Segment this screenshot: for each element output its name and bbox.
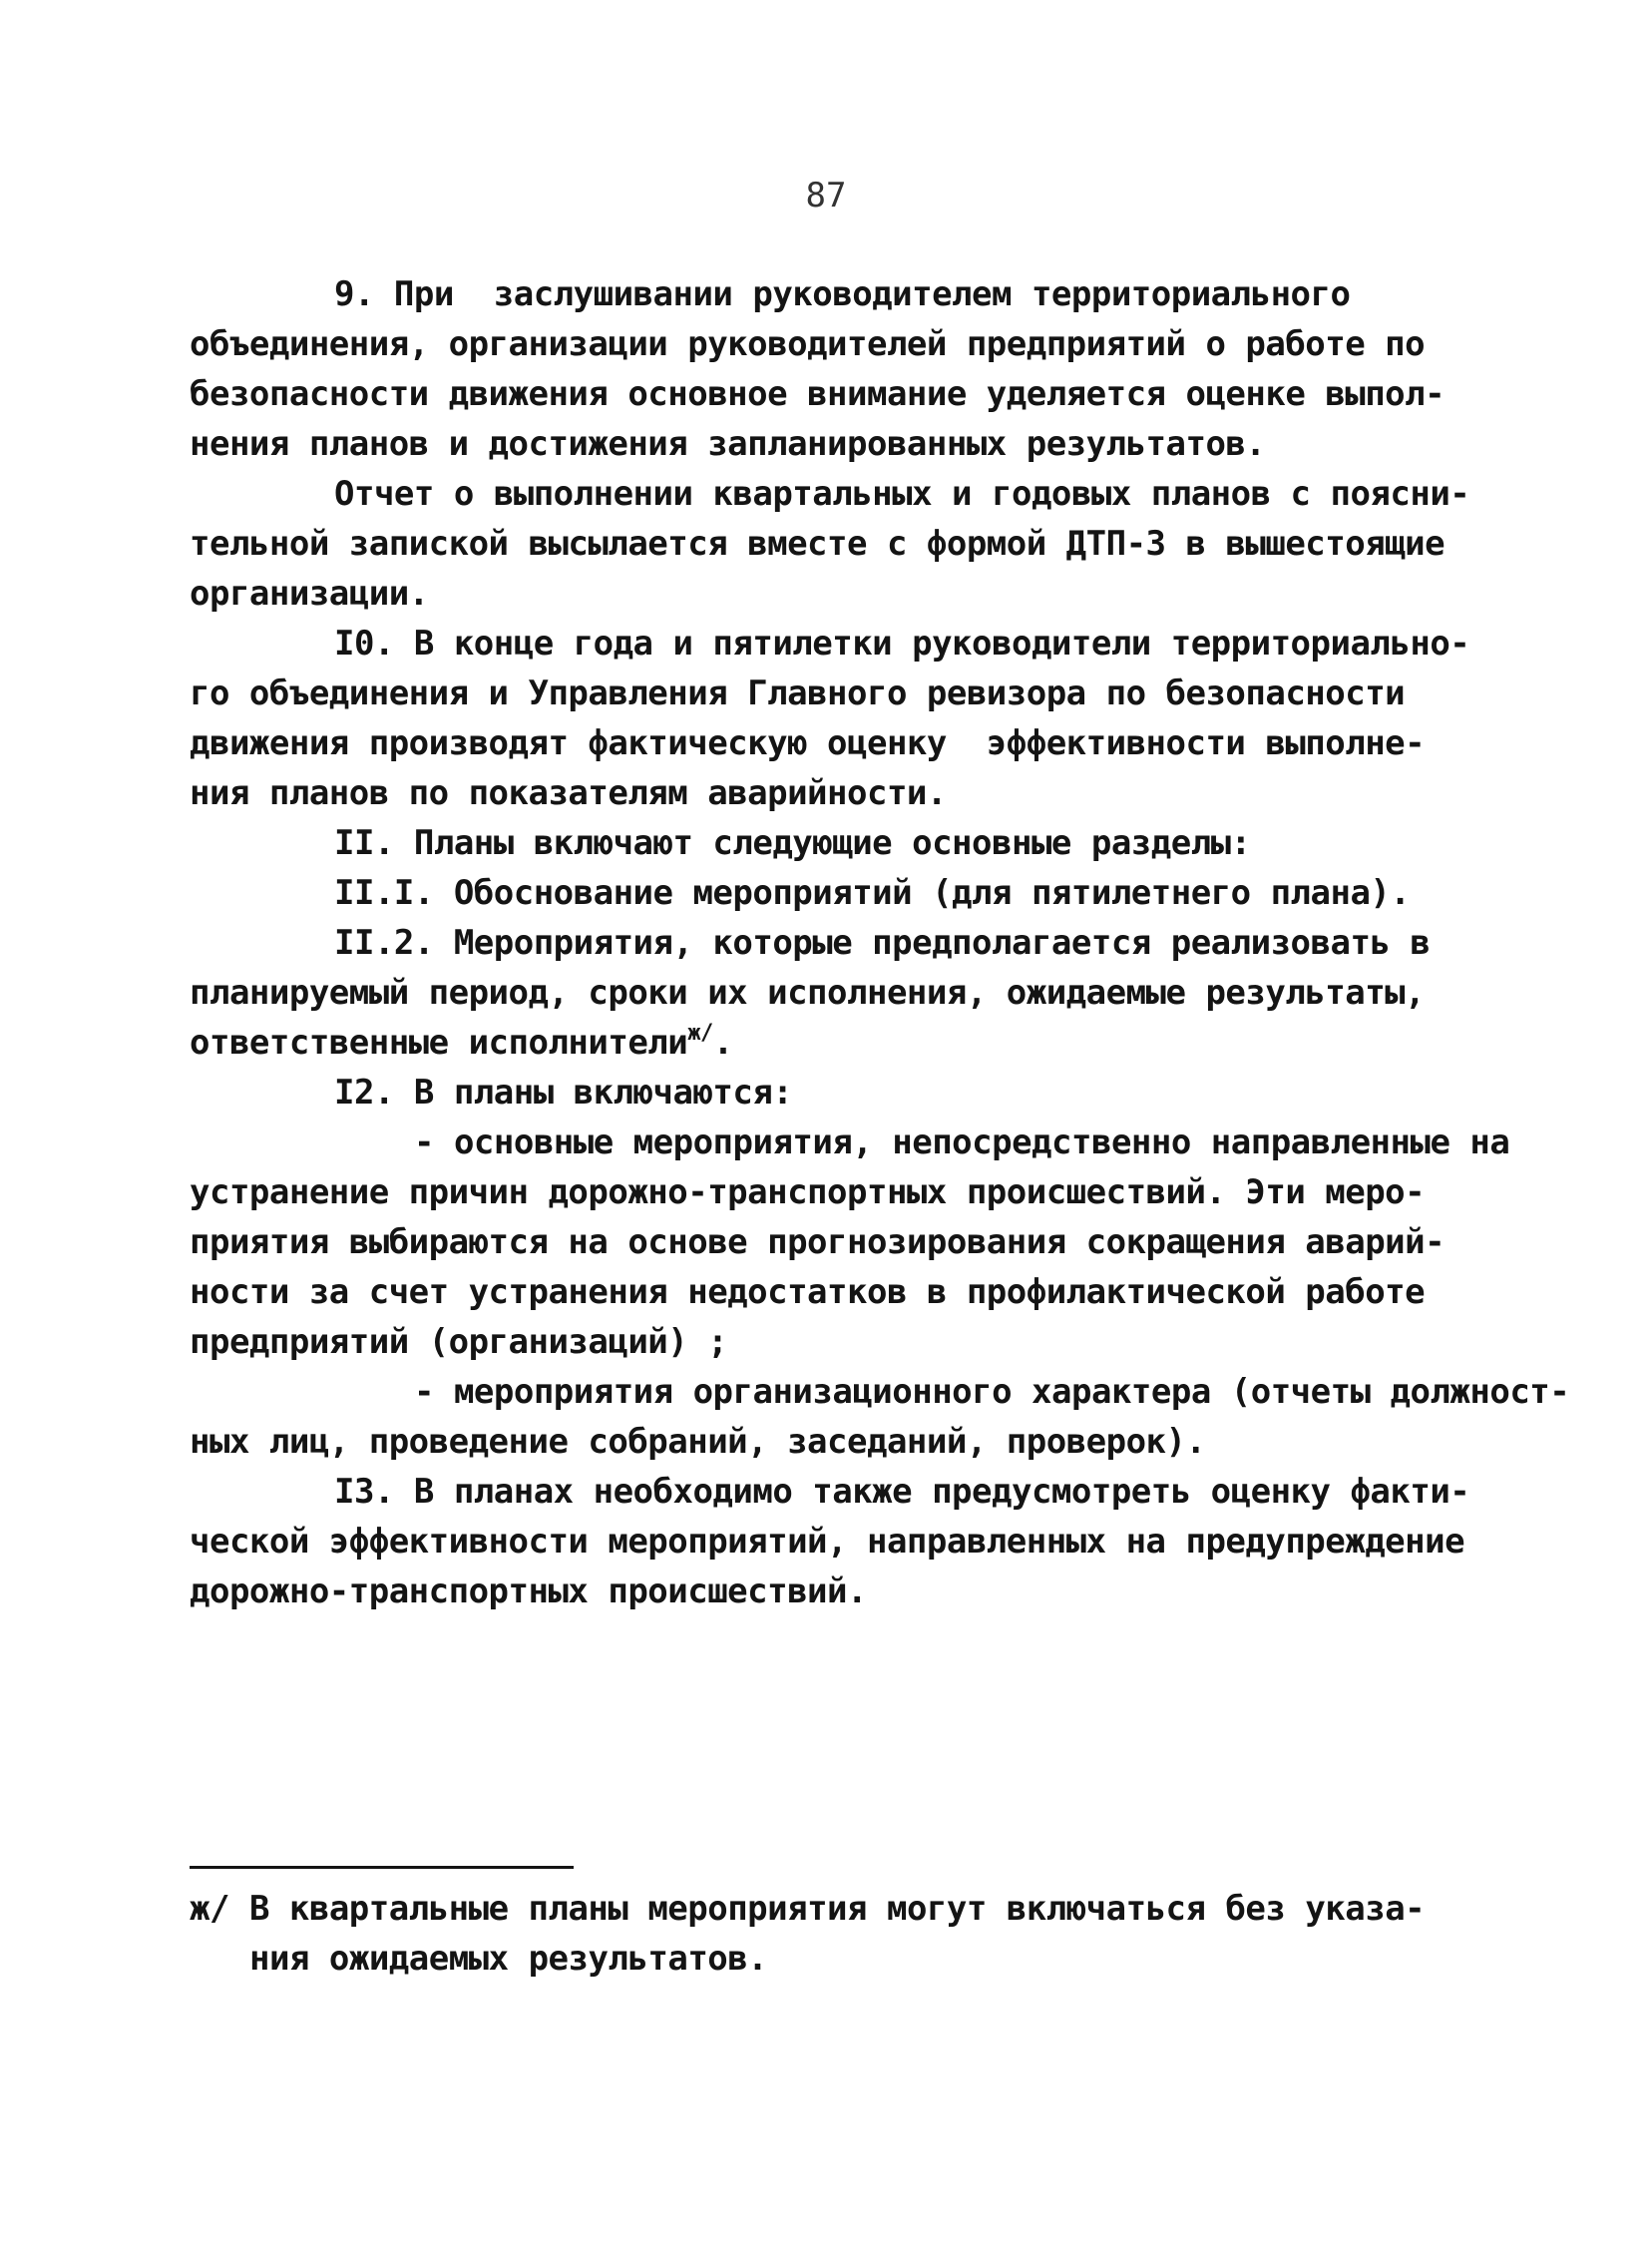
paragraph-13-line: ческой эффективности мероприятий, направленных на предупреждение — [190, 1522, 1465, 1562]
paragraph-11-2-last-line — [190, 1018, 1506, 1068]
document-body — [190, 269, 1570, 1616]
footnote-line: ния ожидаемых результатов. — [249, 1939, 768, 1979]
footnote-divider — [190, 1866, 574, 1869]
paragraph-11-2-text: ответственные исполнители — [190, 1023, 688, 1063]
paragraph-12b-line: ных лиц, проведение собраний, заседаний, проверок). — [190, 1422, 1206, 1462]
paragraph-9b-line: Отчет о выполнении квартальных и годовых планов с поясни- — [334, 474, 1470, 514]
paragraph-12a-line: ности за счет устранения недостатков в профилактической работе — [190, 1272, 1426, 1312]
paragraph-10-line: ния планов по показателям аварийности. — [190, 773, 947, 813]
paragraph-11-line: II. Планы включают следующие основные разделы: — [334, 823, 1251, 863]
paragraph-9b-line: тельной запиской высылается вместе с формой ДТП-3 в вышестоящие — [190, 524, 1446, 564]
paragraph-12a-line: приятия выбираются на основе прогнозирования сокращения аварий- — [190, 1222, 1446, 1262]
paragraph-9-line: нения планов и достижения запланированных результатов. — [190, 424, 1266, 464]
footnote-mark: ж/ — [190, 1889, 229, 1929]
paragraph-9-line: безопасности движения основное внимание уделяется оценке выпол- — [190, 374, 1446, 414]
paragraph-12a-line: устранение причин дорожно-транспортных происшествий. Эти меро- — [190, 1172, 1426, 1212]
paragraph-11-1-line: II.I. Обоснование мероприятий (для пятилетнего плана). — [334, 873, 1411, 913]
paragraph-10-line: го объединения и Управления Главного ревизора по безопасности — [190, 673, 1406, 713]
paragraph-12a-line: - основные мероприятия, непосредственно направленные на — [414, 1122, 1510, 1162]
footnote — [190, 1884, 1506, 1984]
footnote-text: В квартальные планы мероприятия могут включаться без указа- — [248, 1889, 1426, 1929]
paragraph-11-2-line: II.2. Мероприятия, которые предполагается реализовать в — [334, 923, 1431, 963]
paragraph-12b-line: - мероприятия организационного характера (отчеты должност- — [414, 1372, 1570, 1412]
paragraph-9b-line: организации. — [190, 574, 429, 614]
paragraph-10-line: I0. В конце года и пятилетки руководители территориально- — [334, 624, 1470, 664]
paragraph-12a-line: предприятий (организаций) ; — [190, 1322, 728, 1362]
paragraph-13-line: дорожно-транспортных происшествий. — [190, 1571, 867, 1611]
paragraph-9-line: 9. При заслушивании руководителем территориального — [334, 274, 1351, 314]
paragraph-10-line: движения производят фактическую оценку эффективности выполне- — [190, 723, 1426, 763]
page-number: 87 — [805, 176, 847, 216]
paragraph-12-line: I2. В планы включаются: — [334, 1073, 793, 1113]
footnote-line — [190, 1884, 1506, 1934]
paragraph-13-line: I3. В планах необходимо также предусмотреть оценку факти- — [334, 1472, 1470, 1512]
paragraph-11-2-period: . — [712, 1023, 733, 1063]
paragraph-9-line: объединения, организации руководителей предприятий о работе по — [190, 324, 1426, 364]
footnote-reference-mark: ж/ — [687, 1021, 713, 1046]
paragraph-11-2-line: планируемый период, сроки их исполнения, ожидаемые результаты, — [190, 973, 1426, 1013]
